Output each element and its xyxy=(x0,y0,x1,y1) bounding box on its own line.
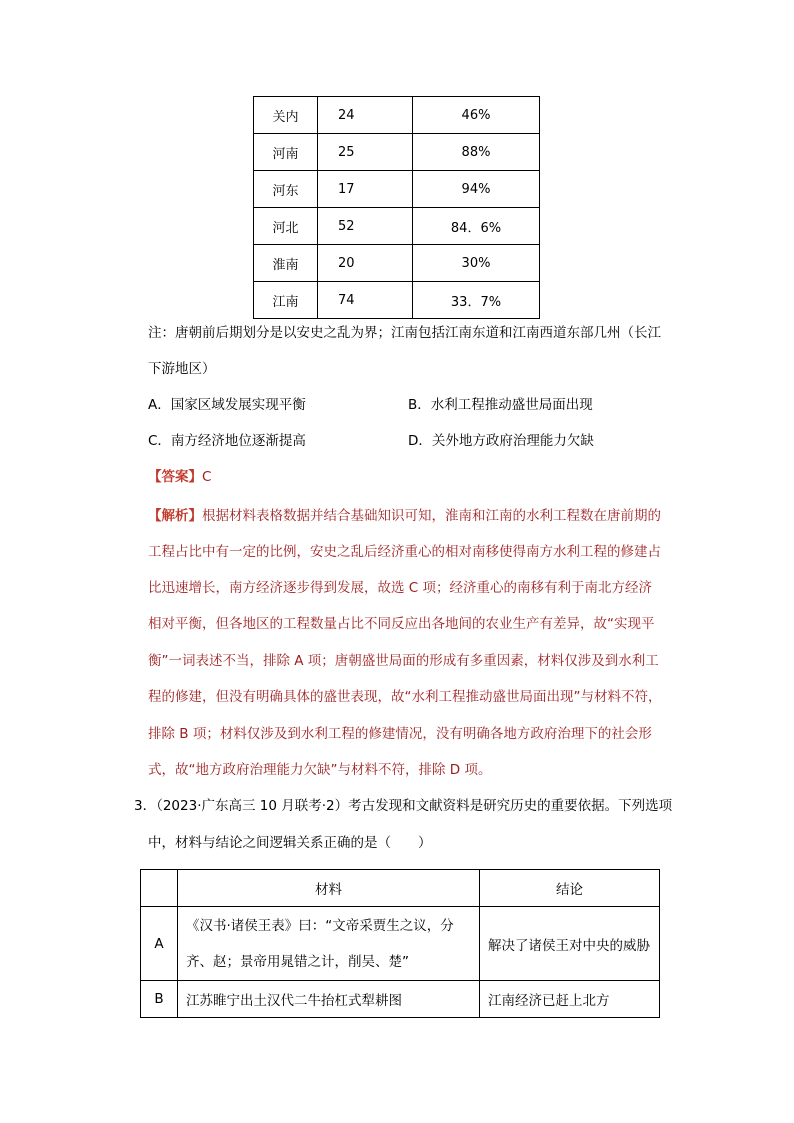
analysis-line1 xyxy=(148,506,661,526)
table-note-line2: 下游地区） xyxy=(148,361,216,377)
count-cell: 25 xyxy=(318,134,413,171)
table-row xyxy=(254,208,540,245)
table-note-line1: 注：唐朝前后期划分是以安史之乱为界；江南包括江南东道和江南西道东部几州（长江 xyxy=(148,325,661,341)
analysis-line7: 排除 B 项；材料仅涉及到水利工程的修建情况，没有明确各地方政府治理下的社会形 xyxy=(148,726,652,742)
option-b: B．水利工程推动盛世局面出现 xyxy=(408,397,593,413)
question3-line1: 3．（2023·广东高三 10 月联考·2）考古发现和文献资料是研究历史的重要依据。下列选项 xyxy=(134,798,673,814)
count-cell: 74 xyxy=(318,282,413,319)
row-key: B xyxy=(141,981,178,1018)
material-line: 《汉书·诸侯王表》曰：“文帝采贾生之议，分 xyxy=(186,917,454,934)
count-cell: 52 xyxy=(318,208,413,245)
region-cell: 河南 xyxy=(254,134,318,171)
row-key: A xyxy=(141,907,178,981)
count-cell: 17 xyxy=(318,171,413,208)
analysis-text: 根据材料表格数据并结合基础知识可知，淮南和江南的水利工程数在唐前期的 xyxy=(202,508,661,524)
analysis-line8: 式，故“地方政府治理能力欠缺”与材料不符，排除 D 项。 xyxy=(148,762,492,778)
percent-cell: 94% xyxy=(413,171,540,208)
answer-line xyxy=(148,467,211,487)
material-cell xyxy=(178,907,480,981)
header-blank-cell xyxy=(141,870,178,907)
header-conclusion: 结论 xyxy=(480,870,660,907)
table-row xyxy=(254,97,540,134)
region-cell: 河北 xyxy=(254,208,318,245)
table-row xyxy=(254,282,540,319)
region-cell: 江南 xyxy=(254,282,318,319)
table-row xyxy=(141,907,660,981)
header-material: 材料 xyxy=(178,870,480,907)
table-row xyxy=(254,134,540,171)
region-cell: 关内 xyxy=(254,97,318,134)
analysis-label: 【解析】 xyxy=(148,508,202,524)
material-line: 齐、赵；景帝用晁错之计，削吴、楚” xyxy=(186,953,409,970)
count-cell: 20 xyxy=(318,245,413,282)
answer-label: 【答案】 xyxy=(148,469,202,485)
answer-value: C xyxy=(202,469,212,485)
count-cell: 24 xyxy=(318,97,413,134)
region-cell: 河东 xyxy=(254,171,318,208)
question3-line2: 中，材料与结论之间逻辑关系正确的是（ ） xyxy=(148,835,432,851)
percent-cell: 33．7% xyxy=(413,282,540,319)
analysis-line3: 比迅速增长，南方经济逐步得到发展，故选 C 项；经济重心的南移有利于南北方经济 xyxy=(148,580,653,596)
table-row xyxy=(254,171,540,208)
option-d: D．关外地方政府治理能力欠缺 xyxy=(408,433,594,449)
percent-cell: 30% xyxy=(413,245,540,282)
table-header-row xyxy=(141,870,660,907)
material-cell: 江苏睢宁出土汉代二牛抬杠式犁耕图 xyxy=(178,981,480,1018)
material-conclusion-table xyxy=(140,869,660,1018)
percent-cell: 88% xyxy=(413,134,540,171)
analysis-line4: 相对平衡，但各地区的工程数量占比不同反应出各地间的农业生产有差异，故“实现平 xyxy=(148,616,655,632)
conclusion-cell: 江南经济已赶上北方 xyxy=(480,981,660,1018)
option-c: C．南方经济地位逐渐提高 xyxy=(148,433,306,449)
analysis-line2: 工程占比中有一定的比例，安史之乱后经济重心的相对南移使得南方水利工程的修建占 xyxy=(148,544,661,560)
irrigation-data-table xyxy=(253,96,540,319)
percent-cell: 84．6% xyxy=(413,208,540,245)
analysis-line5: 衡”一词表述不当，排除 A 项；唐朝盛世局面的形成有多重因素，材料仅涉及到水利工 xyxy=(148,653,659,669)
percent-cell: 46% xyxy=(413,97,540,134)
table-row xyxy=(141,981,660,1018)
table-row xyxy=(254,245,540,282)
analysis-line6: 程的修建，但没有明确具体的盛世表现，故“水利工程推动盛世局面出现”与材料不符， xyxy=(148,689,662,705)
option-a: A．国家区域发展实现平衡 xyxy=(148,397,306,413)
conclusion-cell: 解决了诸侯王对中央的威胁 xyxy=(480,907,660,981)
region-cell: 淮南 xyxy=(254,245,318,282)
